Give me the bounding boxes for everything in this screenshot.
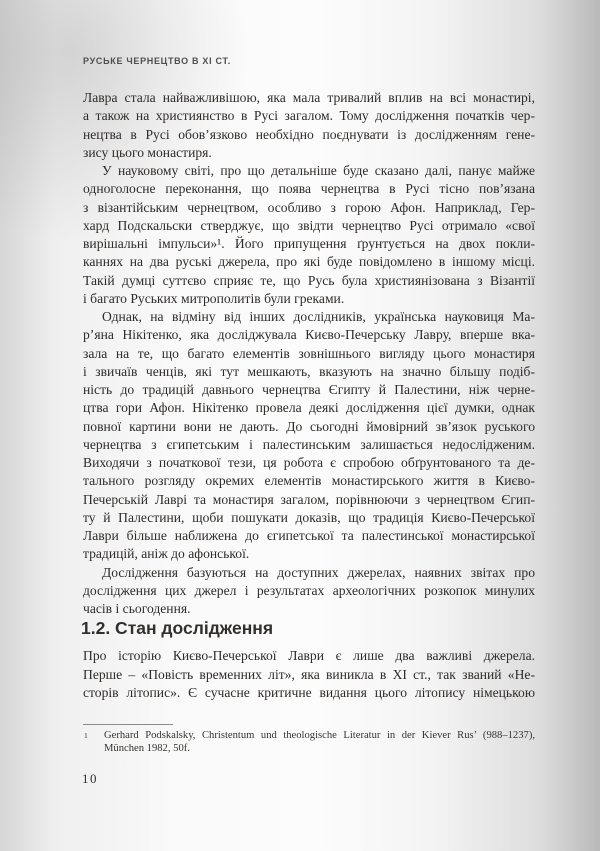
footnote-rule xyxy=(83,724,173,725)
text-line: Однак, на відміну від інших дослідників, українська науковиця Ма- xyxy=(102,309,535,324)
text-line: дослідження цих джерел і результатах археологічних розкопок минулих xyxy=(83,582,535,598)
text-line: Дослідження базуються на доступних джерелах, наявних звітах про xyxy=(102,564,535,580)
page-number: 10 xyxy=(82,771,98,786)
text-line: Печерській Лаврі та монастиря загалом, порівнюючи з чернецтвом Єгип- xyxy=(83,491,535,507)
text-line: Перше – «Повість временних літ», яка виникла в XI ст., так званий «Не- xyxy=(83,666,535,682)
section-text xyxy=(83,647,535,703)
body-text xyxy=(83,89,535,618)
text-line: Про історію Києво-Печерської Лаври є лише два важливі джерела. xyxy=(83,648,535,663)
text-line: часів і сьогодення. xyxy=(83,601,191,616)
text-line: р’яна Нікітенко, яка досліджувала Києво-Печерську Лавру, вперше вка- xyxy=(83,327,535,343)
text-line: ту й Палестини, щоби пошукати доказів, що традиція Києво-Печерської xyxy=(83,509,535,525)
text-line: одноголосне переконання, що поява чернецтва в Русі тісно пов’язана xyxy=(83,181,535,197)
text-line: зису цього монастиря. xyxy=(83,144,212,160)
text-line: Лаври більше наближена до єгипетської та палестинської монастирської xyxy=(83,528,535,543)
footnote-marker: 1 xyxy=(84,731,88,740)
text-line: Gerhard Podskalsky, Christentum und theologische Literatur in der Kiever Rus’ (988–1237), xyxy=(104,730,535,741)
text-line: Такій думці суттєво сприяє те, що Русь була християнізована з Візантії xyxy=(83,272,535,288)
text-line: каннях на два руські джерела, про які буде повідомлено в іншому місці. xyxy=(83,254,535,270)
paragraph xyxy=(83,647,535,703)
paragraph xyxy=(83,89,535,162)
text-line: тального розгляду окремих елементів монастирського життя в Києво- xyxy=(83,473,535,489)
text-line: Лавра стала найважливішою, яка мала тривалий вплив на всі монастирі, xyxy=(83,90,535,105)
text-line: Виходячи з початкової тези, ця робота є спробою обґрунтованого та де- xyxy=(83,455,535,470)
text-line: повної картини вони не дають. До сьогодні ймовірний зв’язок руського xyxy=(83,418,535,434)
text-line: хард Подскальски стверджує, що звідти чернецтво Русі отримало «свої xyxy=(83,217,535,233)
text-line: з візантійським чернецтвом, особливо з горою Афон. Наприклад, Гер- xyxy=(83,199,535,215)
text-line: традицій, аніж до афонської. xyxy=(83,546,250,562)
text-line: сторів літопис». Є сучасне критичне видання цього літопису німецькою xyxy=(83,685,535,701)
footnote xyxy=(83,729,535,756)
text-line: а також на християнство в Русі загалом. Тому дослідження початків чер- xyxy=(83,108,535,124)
text-line: München 1982, 50f. xyxy=(104,743,190,755)
paragraph xyxy=(83,308,535,564)
text-line: і багато Руських митрополитів були греками. xyxy=(83,290,345,306)
section-heading: 1.2. Стан дослідження xyxy=(81,618,274,638)
paragraph xyxy=(83,162,535,308)
text-line: вирішальні імпульси»¹. Його припущення ґрунтується на двох покли- xyxy=(83,236,535,251)
text-line: нецтва в Русі обов’язково необхідно поєднувати із дослідженням гене- xyxy=(83,126,535,142)
footnote-text xyxy=(104,729,535,756)
text-line: чернецтва з єгипетським і палестинським залишається недослідженим. xyxy=(83,436,535,452)
paragraph xyxy=(83,564,535,619)
text-line: У науковому світі, про що детальніше буде сказано далі, панує майже xyxy=(102,163,535,178)
text-line: і звичаїв ченців, які тут мешкають, вказують на значно більшу подіб- xyxy=(83,363,535,379)
text-line: зала на те, що багато елементів зовнішнього вигляду цього монастиря xyxy=(83,345,535,361)
paragraph xyxy=(104,729,535,756)
text-line: ність до традицій давнього чернецтва Єгипту й Палестини, ніж черне- xyxy=(83,382,535,397)
text-line: цтва гори Афон. Нікітенко провела деякі дослідження цієї думки, однак xyxy=(83,400,535,416)
running-header: РУСЬКЕ ЧЕРНЕЦТВО В XI СТ. xyxy=(83,56,231,66)
